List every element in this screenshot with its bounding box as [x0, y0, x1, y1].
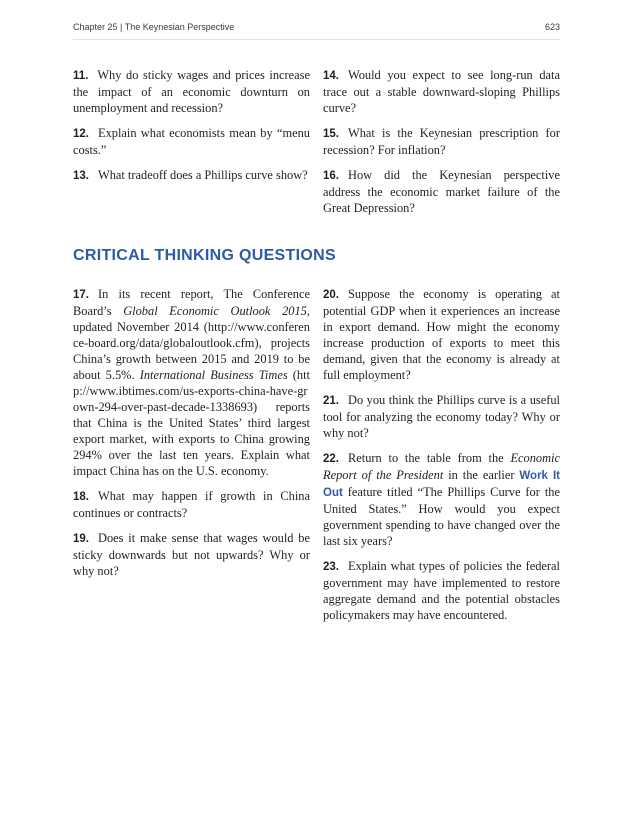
- critical-thinking-section: [73, 277, 560, 623]
- text-segment: Suppose the economy is operating at potential GDP when it experiences an increase in export demand. How might the economy increase production of exports to meet this demand, given that the economy is already at full employment?: [323, 287, 560, 382]
- question-number: 13.: [73, 170, 89, 182]
- italic-text-segment: International Business Times: [139, 368, 288, 382]
- question-14: [323, 67, 560, 116]
- question-15: [323, 125, 560, 158]
- text-segment: Explain what economists mean by “menu costs.”: [73, 126, 310, 157]
- question-text: [73, 126, 310, 157]
- question-text: [73, 287, 310, 478]
- text-segment: Do you think the Phillips curve is a useful tool for analyzing the economy today? Why or why not?: [323, 393, 560, 440]
- text-segment: Return to the table from the: [348, 451, 511, 465]
- question-20: [323, 286, 560, 383]
- text-segment: Does it make sense that wages would be sticky downwards but not upwards? Why or why not?: [73, 531, 310, 578]
- italic-text-segment: Global Economic Outlook 2015: [123, 304, 307, 318]
- italic-text-segment: Economic Report of the President: [323, 451, 560, 482]
- review-left-column: [73, 58, 310, 216]
- text-segment: , updated November 2014 (: [73, 304, 310, 334]
- question-21: [323, 392, 560, 441]
- text-segment: What tradeoff does a Phillips curve show?: [98, 168, 308, 182]
- question-text: [323, 393, 560, 440]
- question-12: [73, 125, 310, 158]
- text-segment: in the earlier: [443, 468, 520, 482]
- question-number: 20.: [323, 289, 339, 301]
- text-segment: ), projects China’s growth between 2015 and 2019 to be about 5.5%.: [73, 336, 310, 382]
- text-segment: What may happen if growth in China continues or contracts?: [73, 489, 310, 520]
- question-number: 17.: [73, 289, 89, 301]
- url-text: http://www.ibtimes.com/us-exports-china-have-grown-294-over-past-decade-1338693: [73, 368, 310, 414]
- question-text: [73, 68, 310, 115]
- page-number: 623: [544, 22, 560, 32]
- question-number: 15.: [323, 128, 339, 140]
- critical-right-column: [323, 277, 560, 623]
- text-segment: In its recent report, The Conference Board’s: [73, 287, 310, 318]
- question-text: [323, 68, 560, 115]
- page-header: [73, 22, 560, 40]
- question-text: [323, 126, 560, 157]
- text-segment: (: [287, 368, 297, 382]
- question-number: 14.: [323, 70, 339, 82]
- question-text: [323, 451, 560, 548]
- question-number: 16.: [323, 170, 339, 182]
- question-number: 22.: [323, 453, 339, 465]
- question-18: [73, 488, 310, 521]
- text-segment: What is the Keynesian prescription for recession? For inflation?: [323, 126, 560, 157]
- question-text: [73, 489, 310, 520]
- text-segment: ) reports that China is the United States’ third largest export market, with exports to China growing 294% over the last ten years. Explain what impact China has on the U.S. economy.: [73, 400, 310, 478]
- question-number: 19.: [73, 533, 89, 545]
- question-number: 21.: [323, 395, 339, 407]
- question-text: [323, 559, 560, 622]
- question-11: [73, 67, 310, 116]
- question-23: [323, 558, 560, 623]
- critical-left-column: [73, 277, 310, 623]
- text-segment: Why do sticky wages and prices increase the impact of an economic downturn on unemployment and recession?: [73, 68, 310, 115]
- question-text: [73, 531, 310, 578]
- critical-thinking-heading: CRITICAL THINKING QUESTIONS: [73, 247, 336, 264]
- question-text: [323, 168, 560, 215]
- question-number: 18.: [73, 491, 89, 503]
- question-17: [73, 286, 310, 479]
- review-questions-section: [73, 58, 560, 216]
- question-text: [98, 168, 308, 182]
- work-it-out-link[interactable]: Work It Out: [323, 470, 560, 499]
- question-13: [73, 167, 310, 184]
- question-19: [73, 530, 310, 579]
- text-segment: feature titled “The Phillips Curve for the United States.” How would you expect government spending to have changed over the last six years?: [323, 485, 560, 548]
- url-text: http://www.conference-board.org/data/globaloutlook.cfm: [73, 320, 310, 350]
- question-number: 11.: [73, 70, 89, 82]
- question-number: 12.: [73, 128, 89, 140]
- text-segment: Would you expect to see long-run data trace out a stable downward-sloping Phillips curve?: [323, 68, 560, 115]
- question-22: [323, 450, 560, 549]
- question-number: 23.: [323, 561, 339, 573]
- review-right-column: [323, 58, 560, 216]
- question-16: [323, 167, 560, 216]
- question-text: [323, 287, 560, 382]
- chapter-title: Chapter 25 | The Keynesian Perspective: [73, 22, 235, 32]
- text-segment: Explain what types of policies the federal government may have implemented to restore aggregate demand and the potential obstacles policymakers may have encountered.: [323, 559, 560, 622]
- text-segment: How did the Keynesian perspective address the economic market failure of the Great Depression?: [323, 168, 560, 215]
